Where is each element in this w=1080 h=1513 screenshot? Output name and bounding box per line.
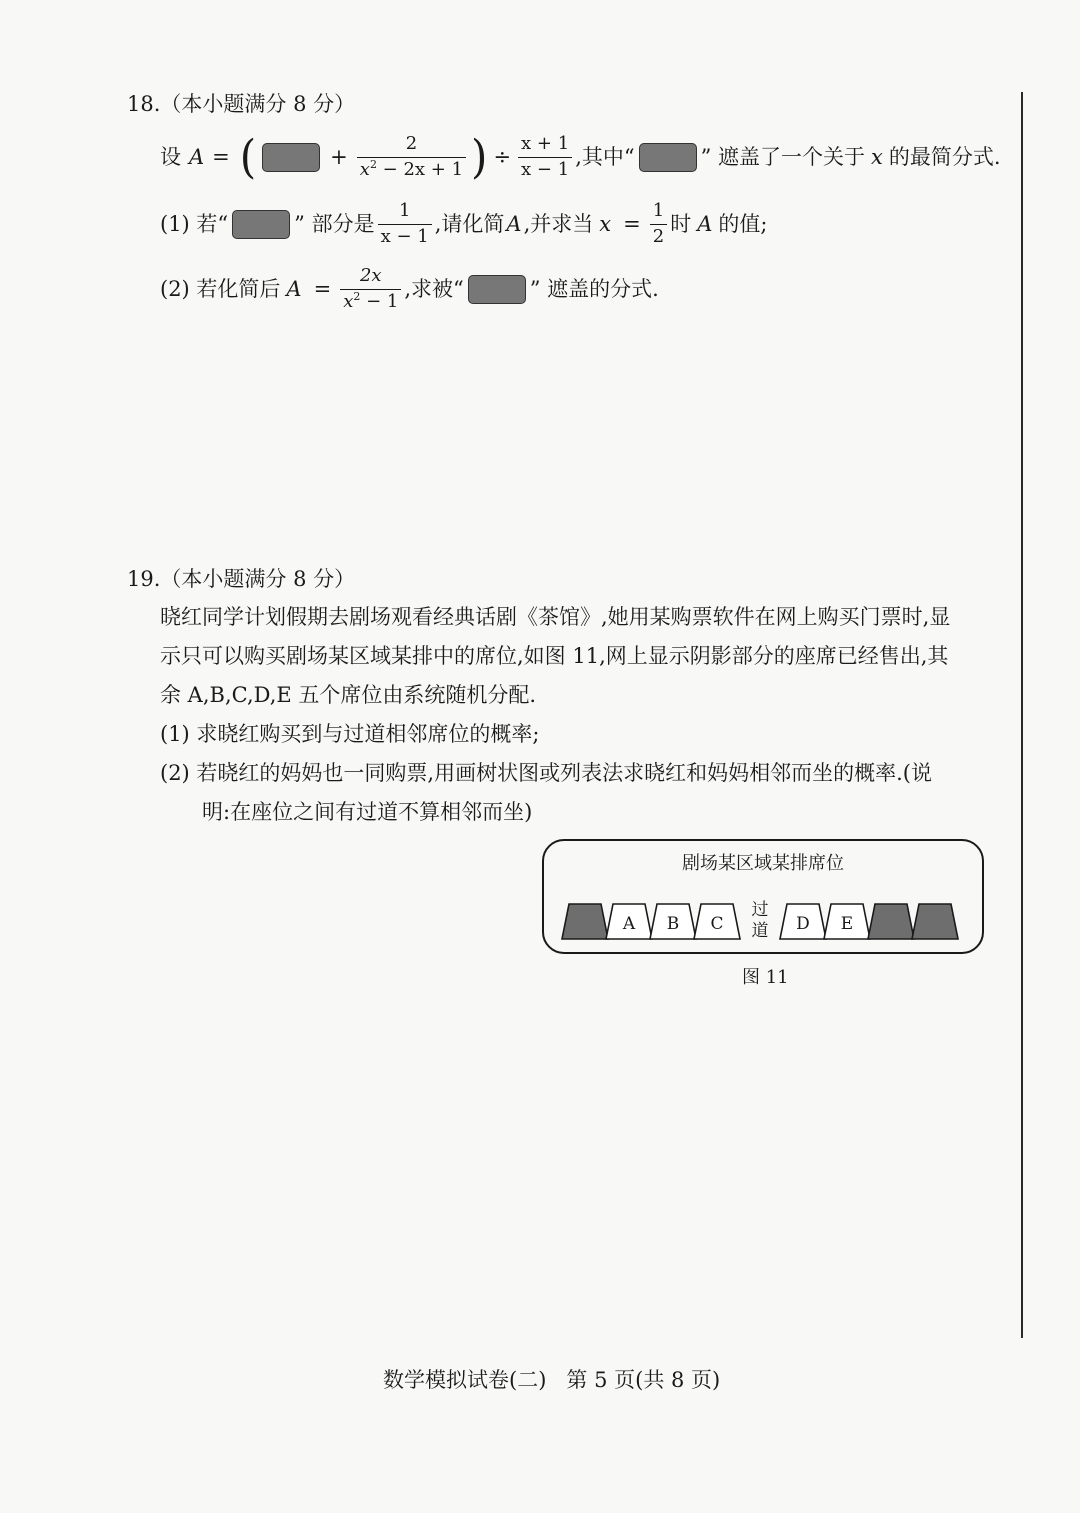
divide-sign: ÷: [493, 144, 512, 169]
sold-seat: [868, 904, 914, 939]
seat-diagram-title: 剧场某区域某排席位: [682, 853, 844, 874]
fraction-2x-over-xsq-minus1: $\frac{2x}{x^2 - 1}$: [340, 266, 401, 312]
q18-stem-tail1: ,其中“: [575, 144, 635, 169]
seat-label: E: [840, 914, 854, 934]
q18-stem: [160, 129, 1001, 184]
right-paren: ): [471, 129, 488, 184]
equals-sign: =: [212, 144, 230, 169]
var-x: x: [871, 144, 883, 169]
var-x: x: [599, 211, 612, 236]
q18-stem-lead: 设: [160, 144, 181, 169]
cover-mask: [639, 143, 697, 172]
q18-part2-label: (2) 若化简后: [160, 276, 281, 301]
aisle-label: 过: [751, 900, 769, 920]
sold-seat: [912, 904, 958, 939]
sold-seat: [562, 904, 608, 939]
q19-stem-line: 晓红同学计划假期去剧场观看经典话剧《茶馆》,她用某购票软件在网上购买门票时,显: [160, 605, 951, 629]
q18-part1: [160, 199, 767, 249]
q18-part1-label: (1) 若“: [160, 211, 229, 236]
q19-part1: (1) 求晓红购买到与过道相邻席位的概率;: [160, 722, 540, 746]
q18-part1-after2: ,并求当: [523, 211, 594, 236]
var-a: A: [506, 211, 522, 236]
var-a: A: [189, 144, 205, 169]
seat-label: C: [710, 914, 724, 934]
seat-label: D: [796, 914, 810, 934]
equals-sign: =: [623, 211, 641, 236]
fraction-1-over-xminus1: $\frac{1}{x - 1}$: [378, 201, 432, 247]
figure-caption: 图 11: [742, 967, 789, 988]
cover-mask: [262, 143, 320, 172]
q19-stem-line: 余 A,B,C,D,E 五个席位由系统随机分配.: [160, 683, 537, 707]
left-paren: (: [239, 129, 257, 184]
q18-part1-end: 时: [670, 211, 692, 236]
q19-part2-line: (2) 若晓红的妈妈也一同购票,用画树状图或列表法求晓红和妈妈相邻而坐的概率.(说: [160, 761, 932, 785]
page-right-border: [1021, 92, 1023, 1338]
cover-mask: [468, 275, 526, 304]
equals-sign: =: [313, 276, 332, 301]
aisle-label: 道: [751, 921, 769, 941]
q19-header: 19.（本小题满分 8 分）: [127, 567, 356, 591]
fraction-2-over-quadratic: $\frac{2}{x^2 - 2x + 1}$: [357, 134, 466, 180]
plus-sign: +: [330, 144, 348, 169]
var-a: A: [286, 276, 302, 301]
q19-stem: [160, 598, 990, 832]
q18-part1-after: ,请化简: [434, 211, 505, 236]
seat-row-svg: [544, 841, 982, 952]
q18-header: 18.（本小题满分 8 分）: [127, 92, 356, 116]
seat-label: B: [666, 914, 680, 934]
q18-part2: [160, 264, 659, 314]
cover-mask: [232, 210, 290, 239]
q18-part2-end: ” 遮盖的分式.: [529, 276, 659, 301]
seat-diagram: [542, 839, 984, 954]
seat-label: A: [622, 914, 636, 934]
q18-part1-end2: 的值;: [718, 211, 768, 236]
q18-part1-mid: ” 部分是: [294, 211, 375, 236]
q18-part2-after: ,求被“: [404, 276, 464, 301]
q19-stem-line: 示只可以购买剧场某区域某排中的席位,如图 11,网上显示阴影部分的座席已经售出,其: [160, 644, 949, 668]
q18-stem-tail3: 的最简分式.: [888, 144, 1001, 169]
var-a: A: [697, 211, 713, 236]
fraction-xplus1-over-xminus1: $\frac{x + 1}{x - 1}$: [518, 134, 572, 180]
q19-part2-line: 明:在座位之间有过道不算相邻而坐): [202, 800, 533, 824]
page-footer: 数学模拟试卷(二) 第 5 页(共 8 页): [383, 1368, 721, 1392]
fraction-one-half: $\frac{1}{2}$: [650, 201, 667, 247]
q18-stem-tail2: ” 遮盖了一个关于: [700, 144, 866, 169]
